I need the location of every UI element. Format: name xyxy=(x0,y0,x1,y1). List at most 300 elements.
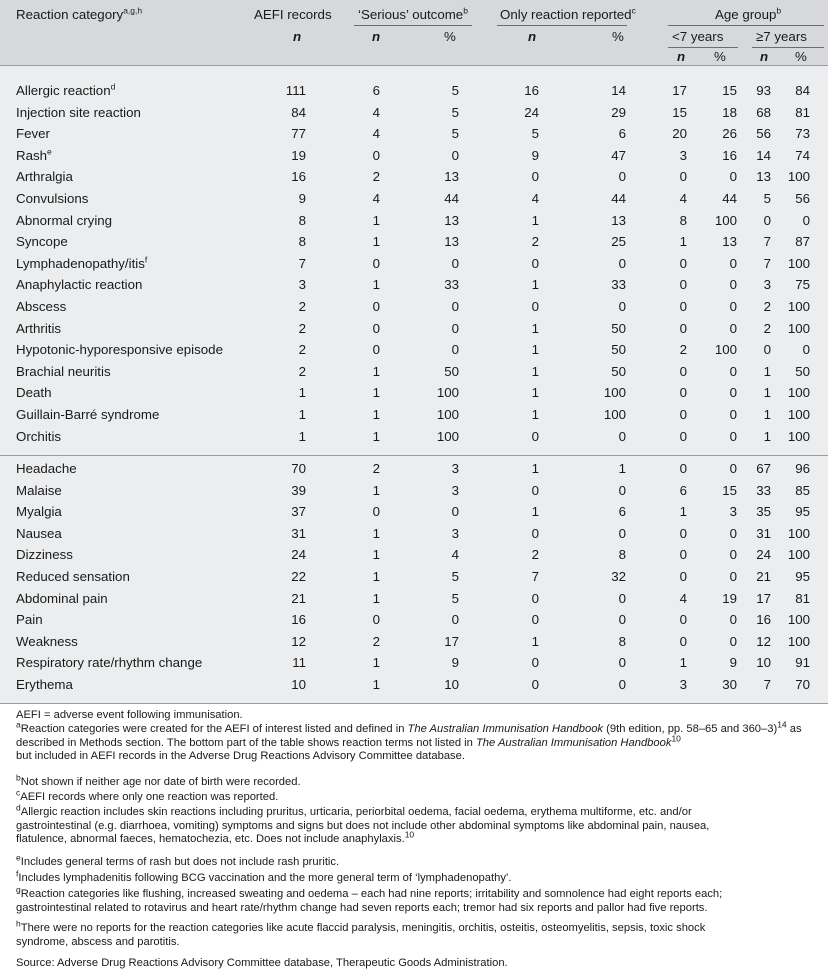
row-label: Pain xyxy=(16,612,43,628)
age-underline xyxy=(668,25,824,26)
cell-y-p: 3 xyxy=(729,504,737,520)
cell-y-n: 0 xyxy=(679,169,687,185)
cell-y-p: 0 xyxy=(729,569,737,584)
header-age-group: Age group$^b$ xyxy=(715,5,782,22)
cell-o7-p: 70 xyxy=(795,677,810,692)
cell-y-n: 1 xyxy=(679,655,687,671)
cell-y-n: 0 xyxy=(679,363,687,379)
cell-s-p: 0 xyxy=(451,147,459,163)
cell-y-p: 0 xyxy=(729,363,737,379)
row-label: Abnormal crying xyxy=(16,212,113,228)
cell-o7-n: 13 xyxy=(756,169,771,185)
cell-aefi: 2 xyxy=(298,299,306,314)
cell-s-p: 0 xyxy=(451,504,459,520)
cell-o-p: 8 xyxy=(618,633,626,649)
ge7-underline xyxy=(752,47,824,48)
cell-y-n: 4 xyxy=(679,590,687,606)
cell-s-n: 0 xyxy=(372,612,380,628)
cell-y-p: 15 xyxy=(722,83,737,98)
cell-y-n: 0 xyxy=(679,299,687,314)
cell-y-p: 0 xyxy=(729,461,737,476)
cell-s-n: 1 xyxy=(372,569,380,584)
footnote-b: $^b$Not shown if neither age nor date of birth were recorded. xyxy=(16,772,301,788)
header-n-lt7: n xyxy=(677,49,686,64)
row-label: Hypotonic-hyporesponsive episode xyxy=(16,342,223,358)
cell-o7-p: 100 xyxy=(787,407,810,422)
footnote-c: $^c$AEFI records where only one reaction was reported. xyxy=(16,787,279,803)
cell-aefi: 22 xyxy=(291,569,306,584)
cell-o-n: 9 xyxy=(531,147,539,163)
row-label: Brachial neuritis xyxy=(16,363,111,379)
cell-o7-n: 16 xyxy=(756,612,771,628)
cell-aefi: 8 xyxy=(298,212,306,228)
cell-o7-p: 100 xyxy=(787,169,810,185)
cell-s-p: 13 xyxy=(444,169,459,185)
header-n-ge7: n xyxy=(760,49,769,64)
cell-o7-p: 100 xyxy=(787,612,810,628)
cell-o-n: 2 xyxy=(531,234,539,250)
cell-y-n: 0 xyxy=(679,525,687,541)
cell-o-p: 50 xyxy=(611,320,626,336)
cell-y-n: 3 xyxy=(679,147,687,163)
cell-y-p: 9 xyxy=(729,655,737,671)
cell-s-p: 50 xyxy=(444,363,459,379)
cell-aefi: 2 xyxy=(298,363,306,379)
cell-o-p: 47 xyxy=(611,147,626,163)
cell-o-n: 4 xyxy=(531,191,539,206)
cell-y-n: 0 xyxy=(679,633,687,649)
cell-y-n: 15 xyxy=(672,104,687,120)
cell-s-p: 100 xyxy=(436,385,459,401)
row-label: Reduced sensation xyxy=(16,569,130,584)
cell-o-n: 2 xyxy=(531,547,539,563)
cell-o7-n: 33 xyxy=(756,482,771,498)
cell-s-p: 0 xyxy=(451,612,459,628)
cell-o7-n: 14 xyxy=(756,147,771,163)
cell-o7-n: 21 xyxy=(756,569,771,584)
cell-o7-n: 2 xyxy=(763,320,771,336)
row-label: Fever xyxy=(16,126,50,142)
row-label: Allergic reaction$^d$ xyxy=(16,81,116,98)
cell-s-p: 5 xyxy=(451,126,459,142)
cell-o7-n: 2 xyxy=(763,299,771,314)
cell-aefi: 1 xyxy=(298,407,306,422)
row-label: Nausea xyxy=(16,525,62,541)
row-label: Dizziness xyxy=(16,547,73,563)
cell-y-p: 0 xyxy=(729,255,737,271)
cell-s-n: 0 xyxy=(372,504,380,520)
cell-o-n: 0 xyxy=(531,655,539,671)
footnote-aefi-definition: AEFI = adverse event following immunisation. xyxy=(16,709,243,721)
cell-o7-p: 0 xyxy=(802,342,810,358)
cell-s-p: 0 xyxy=(451,342,459,358)
cell-o7-p: 85 xyxy=(795,482,810,498)
cell-y-n: 17 xyxy=(672,83,687,98)
cell-o7-p: 100 xyxy=(787,385,810,401)
cell-y-n: 0 xyxy=(679,569,687,584)
footnote-f: $^f$Includes lymphadenitis following BCG vaccination and the more general term of ‘lymphadenopathy’. xyxy=(16,868,512,884)
cell-o7-p: 100 xyxy=(787,525,810,541)
row-label: Malaise xyxy=(16,482,62,498)
cell-aefi: 8 xyxy=(298,234,306,250)
cell-aefi: 12 xyxy=(291,633,306,649)
cell-o-n: 1 xyxy=(531,212,539,228)
cell-o7-p: 96 xyxy=(795,461,810,476)
cell-s-n: 6 xyxy=(372,83,380,98)
cell-y-n: 0 xyxy=(679,255,687,271)
cell-y-p: 0 xyxy=(729,385,737,401)
cell-s-p: 0 xyxy=(451,255,459,271)
cell-o-p: 0 xyxy=(618,525,626,541)
cell-y-p: 100 xyxy=(714,342,737,358)
cell-o7-n: 24 xyxy=(756,547,771,563)
cell-s-n: 1 xyxy=(372,655,380,671)
row-label: Convulsions xyxy=(16,191,89,206)
cell-y-p: 0 xyxy=(729,299,737,314)
cell-aefi: 37 xyxy=(291,504,306,520)
cell-o-p: 0 xyxy=(618,255,626,271)
cell-s-n: 1 xyxy=(372,407,380,422)
cell-o-p: 44 xyxy=(611,191,626,206)
cell-o-p: 1 xyxy=(618,461,626,476)
header-reaction-category: Reaction category$^{a,g,h}$ xyxy=(16,5,143,22)
cell-s-p: 5 xyxy=(451,83,459,98)
cell-aefi: 21 xyxy=(291,590,306,606)
cell-s-p: 3 xyxy=(451,461,459,476)
row-label: Rash$^e$ xyxy=(16,146,52,163)
cell-s-n: 0 xyxy=(372,147,380,163)
cell-s-n: 1 xyxy=(372,234,380,250)
cell-y-n: 4 xyxy=(679,191,687,206)
cell-o-n: 1 xyxy=(531,277,539,293)
cell-y-p: 100 xyxy=(714,212,737,228)
cell-o-n: 0 xyxy=(531,590,539,606)
cell-o-p: 100 xyxy=(603,385,626,401)
cell-y-p: 15 xyxy=(722,482,737,498)
cell-s-n: 1 xyxy=(372,677,380,692)
cell-s-n: 2 xyxy=(372,169,380,185)
cell-y-n: 0 xyxy=(679,612,687,628)
row-label: Death xyxy=(16,385,52,401)
row-label: Arthritis xyxy=(16,320,62,336)
cell-s-n: 0 xyxy=(372,320,380,336)
cell-o-n: 7 xyxy=(531,569,539,584)
cell-s-n: 1 xyxy=(372,482,380,498)
row-label: Myalgia xyxy=(16,504,62,520)
cell-o-n: 1 xyxy=(531,320,539,336)
cell-y-n: 0 xyxy=(679,428,687,444)
footnote-g: $^g$Reaction categories like flushing, increased sweating and oedema – each had nine reports; irritability and somnolence had eight reports each; gastrointestinal related to rotavirus and heart rate/rhythm change had seven reports each; tremor had six reports and pallor had five reports. xyxy=(16,884,723,914)
row-label: Respiratory rate/rhythm change xyxy=(16,655,203,671)
cell-aefi: 24 xyxy=(291,547,306,563)
header-n-only: n xyxy=(528,29,537,44)
cell-s-n: 1 xyxy=(372,212,380,228)
cell-aefi: 1 xyxy=(298,385,306,401)
cell-o-n: 0 xyxy=(531,299,539,314)
cell-aefi: 70 xyxy=(291,461,306,476)
cell-o-n: 1 xyxy=(531,407,539,422)
cell-y-p: 30 xyxy=(722,677,737,692)
cell-o7-p: 100 xyxy=(787,299,810,314)
cell-o-p: 29 xyxy=(611,104,626,120)
cell-o-p: 50 xyxy=(611,342,626,358)
footnote-e: $^e$Includes general terms of rash but does not include rash pruritic. xyxy=(16,852,340,868)
cell-y-p: 26 xyxy=(722,126,737,142)
cell-y-n: 6 xyxy=(679,482,687,498)
serious-underline xyxy=(354,25,472,26)
cell-y-p: 0 xyxy=(729,525,737,541)
cell-o-p: 0 xyxy=(618,612,626,628)
cell-s-p: 0 xyxy=(451,320,459,336)
row-label: Headache xyxy=(16,461,77,476)
cell-s-p: 3 xyxy=(451,525,459,541)
cell-y-p: 19 xyxy=(722,590,737,606)
cell-y-p: 13 xyxy=(722,234,737,250)
cell-aefi: 39 xyxy=(291,482,306,498)
cell-y-n: 0 xyxy=(679,547,687,563)
cell-s-p: 17 xyxy=(444,633,459,649)
cell-o7-p: 100 xyxy=(787,255,810,271)
cell-y-n: 20 xyxy=(672,126,687,142)
cell-o7-p: 73 xyxy=(795,126,810,142)
cell-o7-p: 74 xyxy=(795,147,810,163)
row-label: Injection site reaction xyxy=(16,104,141,120)
cell-o7-p: 95 xyxy=(795,569,810,584)
cell-o7-n: 1 xyxy=(763,363,771,379)
cell-o7-p: 75 xyxy=(795,277,810,293)
row-label: Abdominal pain xyxy=(16,590,108,606)
cell-y-n: 0 xyxy=(679,407,687,422)
header-ge7: ≥7 years xyxy=(756,29,807,44)
cell-s-p: 13 xyxy=(444,234,459,250)
row-label: Weakness xyxy=(16,633,78,649)
cell-o-n: 0 xyxy=(531,612,539,628)
cell-y-p: 16 xyxy=(722,147,737,163)
header-pct-only: % xyxy=(612,29,624,44)
cell-o-n: 0 xyxy=(531,677,539,692)
cell-s-n: 4 xyxy=(372,191,380,206)
cell-s-p: 5 xyxy=(451,569,459,584)
cell-s-p: 5 xyxy=(451,104,459,120)
cell-o7-p: 56 xyxy=(795,191,810,206)
cell-o-p: 33 xyxy=(611,277,626,293)
row-label: Guillain-Barré syndrome xyxy=(16,407,160,422)
cell-aefi: 16 xyxy=(291,612,306,628)
row-label: Syncope xyxy=(16,234,68,250)
cell-aefi: 2 xyxy=(298,320,306,336)
cell-o-p: 0 xyxy=(618,428,626,444)
row-label: Anaphylactic reaction xyxy=(16,277,143,293)
cell-o-p: 6 xyxy=(618,126,626,142)
cell-s-n: 1 xyxy=(372,363,380,379)
cell-aefi: 1 xyxy=(298,428,306,444)
cell-y-p: 0 xyxy=(729,277,737,293)
cell-s-p: 44 xyxy=(444,191,459,206)
cell-o7-p: 100 xyxy=(787,320,810,336)
cell-o-n: 0 xyxy=(531,428,539,444)
row-label: Lymphadenopathy/itis$^f$ xyxy=(16,254,148,271)
cell-y-n: 1 xyxy=(679,234,687,250)
cell-o-n: 0 xyxy=(531,169,539,185)
cell-s-p: 9 xyxy=(451,655,459,671)
cell-o7-p: 81 xyxy=(795,104,810,120)
cell-y-n: 0 xyxy=(679,385,687,401)
header-pct-serious: % xyxy=(444,29,456,44)
footnote-h: $^h$There were no reports for the reaction categories like acute flaccid paralysis, meningitis, orchitis, osteitis, osteomyelitis, sepsis, toxic shock syndrome, abscess and parotitis. xyxy=(16,918,706,948)
cell-o7-n: 35 xyxy=(756,504,771,520)
cell-o-p: 6 xyxy=(618,504,626,520)
cell-o7-n: 12 xyxy=(756,633,771,649)
footnote-d: $^d$Allergic reaction includes skin reactions including pruritus, urticaria, periorbital oedema, facial oedema, erythema multiforme, etc. and/or gastrointestinal (e.g. diarrhoea, vomiting) symptoms and signs but does not include other abdominal symptoms like abdominal pain, nausea, flatulence, abnormal faeces, hematochezia, etc. Does not include anaphylaxis.$^{10}$ xyxy=(16,802,710,846)
row-label: Orchitis xyxy=(16,428,62,444)
cell-o-p: 32 xyxy=(611,569,626,584)
cell-aefi: 77 xyxy=(291,126,306,142)
section-divider xyxy=(0,455,828,456)
cell-aefi: 84 xyxy=(291,104,306,120)
cell-y-p: 0 xyxy=(729,407,737,422)
cell-o-n: 0 xyxy=(531,255,539,271)
cell-aefi: 16 xyxy=(291,169,306,185)
row-label: Erythema xyxy=(16,677,73,692)
cell-o-n: 0 xyxy=(531,525,539,541)
row-label: Abscess xyxy=(16,299,67,314)
lt7-underline xyxy=(668,47,738,48)
cell-o-p: 25 xyxy=(611,234,626,250)
cell-y-p: 44 xyxy=(722,191,737,206)
cell-s-n: 1 xyxy=(372,385,380,401)
cell-y-p: 18 xyxy=(722,104,737,120)
cell-o7-n: 3 xyxy=(763,277,771,293)
cell-y-p: 0 xyxy=(729,547,737,563)
cell-s-n: 1 xyxy=(372,428,380,444)
cell-s-p: 100 xyxy=(436,428,459,444)
cell-aefi: 7 xyxy=(298,255,306,271)
row-label: Arthralgia xyxy=(16,169,73,185)
cell-o7-n: 0 xyxy=(763,342,771,358)
cell-s-p: 33 xyxy=(444,277,459,293)
only-underline xyxy=(497,25,627,26)
cell-aefi: 11 xyxy=(292,655,306,671)
cell-s-n: 1 xyxy=(372,277,380,293)
cell-y-n: 1 xyxy=(679,504,687,520)
cell-s-n: 0 xyxy=(372,342,380,358)
cell-s-p: 5 xyxy=(451,590,459,606)
cell-s-n: 0 xyxy=(372,299,380,314)
cell-o7-n: 7 xyxy=(763,234,771,250)
cell-o7-p: 87 xyxy=(795,234,810,250)
cell-s-p: 4 xyxy=(451,547,459,563)
cell-s-n: 1 xyxy=(372,590,380,606)
cell-o7-n: 1 xyxy=(763,428,771,444)
cell-y-p: 0 xyxy=(729,428,737,444)
cell-o7-n: 1 xyxy=(763,407,771,422)
header-pct-lt7: % xyxy=(714,49,726,64)
cell-o7-n: 93 xyxy=(756,83,771,98)
cell-o-p: 0 xyxy=(618,590,626,606)
header-only-reaction: Only reaction reported$^c$ xyxy=(500,5,636,22)
cell-aefi: 111 xyxy=(285,83,306,98)
cell-o7-p: 95 xyxy=(795,504,810,520)
cell-o-n: 1 xyxy=(531,633,539,649)
cell-o-n: 1 xyxy=(531,385,539,401)
cell-o7-n: 7 xyxy=(763,255,771,271)
cell-o7-p: 0 xyxy=(802,212,810,228)
cell-o-n: 1 xyxy=(531,504,539,520)
cell-o-p: 0 xyxy=(618,655,626,671)
cell-o7-n: 0 xyxy=(763,212,771,228)
cell-o-p: 13 xyxy=(611,212,626,228)
cell-o7-n: 7 xyxy=(763,677,771,692)
cell-o-n: 16 xyxy=(524,83,539,98)
cell-s-p: 10 xyxy=(444,677,459,692)
cell-o7-p: 100 xyxy=(787,633,810,649)
cell-s-n: 1 xyxy=(372,525,380,541)
cell-o7-n: 31 xyxy=(756,525,771,541)
header-pct-ge7: % xyxy=(795,49,807,64)
cell-y-p: 0 xyxy=(729,169,737,185)
cell-o7-n: 17 xyxy=(756,590,771,606)
cell-o-n: 1 xyxy=(531,342,539,358)
cell-o-p: 0 xyxy=(618,299,626,314)
cell-o7-p: 81 xyxy=(795,590,810,606)
cell-o7-n: 68 xyxy=(756,104,771,120)
cell-aefi: 9 xyxy=(298,191,306,206)
cell-o7-p: 100 xyxy=(787,428,810,444)
header-aefi-records: AEFI records xyxy=(254,7,332,22)
cell-s-p: 0 xyxy=(451,299,459,314)
cell-o-n: 24 xyxy=(524,104,539,120)
cell-o-p: 100 xyxy=(603,407,626,422)
cell-o-p: 50 xyxy=(611,363,626,379)
cell-o-n: 5 xyxy=(531,126,539,142)
cell-o7-p: 50 xyxy=(795,363,810,379)
cell-y-n: 0 xyxy=(679,461,687,476)
cell-o-p: 0 xyxy=(618,482,626,498)
cell-o7-p: 84 xyxy=(795,83,810,98)
cell-aefi: 19 xyxy=(291,147,306,163)
cell-s-n: 0 xyxy=(372,255,380,271)
cell-s-n: 1 xyxy=(372,547,380,563)
cell-o7-n: 10 xyxy=(756,655,771,671)
cell-o7-n: 56 xyxy=(756,126,771,142)
cell-o-p: 0 xyxy=(618,169,626,185)
cell-aefi: 10 xyxy=(291,677,306,692)
cell-o-n: 1 xyxy=(531,461,539,476)
cell-s-n: 2 xyxy=(372,633,380,649)
cell-o7-p: 91 xyxy=(795,655,810,671)
cell-s-n: 4 xyxy=(372,104,380,120)
header-n-serious: n xyxy=(372,29,381,44)
footnote-source: Source: Adverse Drug Reactions Advisory Committee database, Therapeutic Goods Administration. xyxy=(16,957,508,969)
footnote-a: $^a$Reaction categories were created for the AEFI of interest listed and defined in The Australian Immunisation Handbook (9th edition, pp. 58–65 and 360–3)$^{14}$ as described in Methods section. The bottom part of the table shows reaction terms not listed in The Australian Immunisation Handbook$^{10}$ but included in AEFI records in the Adverse Drug Reactions Advisory Committee database. xyxy=(16,719,802,763)
header-n-aefi: n xyxy=(293,29,302,44)
cell-y-n: 2 xyxy=(679,342,687,358)
cell-o7-p: 100 xyxy=(787,547,810,563)
cell-s-n: 2 xyxy=(372,461,380,476)
cell-o7-n: 5 xyxy=(763,191,771,206)
cell-y-p: 0 xyxy=(729,612,737,628)
cell-o-p: 0 xyxy=(618,677,626,692)
header-serious-outcome: ‘Serious’ outcome$^b$ xyxy=(358,5,468,22)
cell-o-n: 1 xyxy=(531,363,539,379)
cell-aefi: 3 xyxy=(298,277,306,293)
cell-y-n: 0 xyxy=(679,277,687,293)
cell-s-p: 3 xyxy=(451,482,459,498)
cell-o7-n: 67 xyxy=(756,461,771,476)
table-bottom-rule xyxy=(0,703,828,704)
cell-s-p: 100 xyxy=(436,407,459,422)
cell-y-p: 0 xyxy=(729,633,737,649)
